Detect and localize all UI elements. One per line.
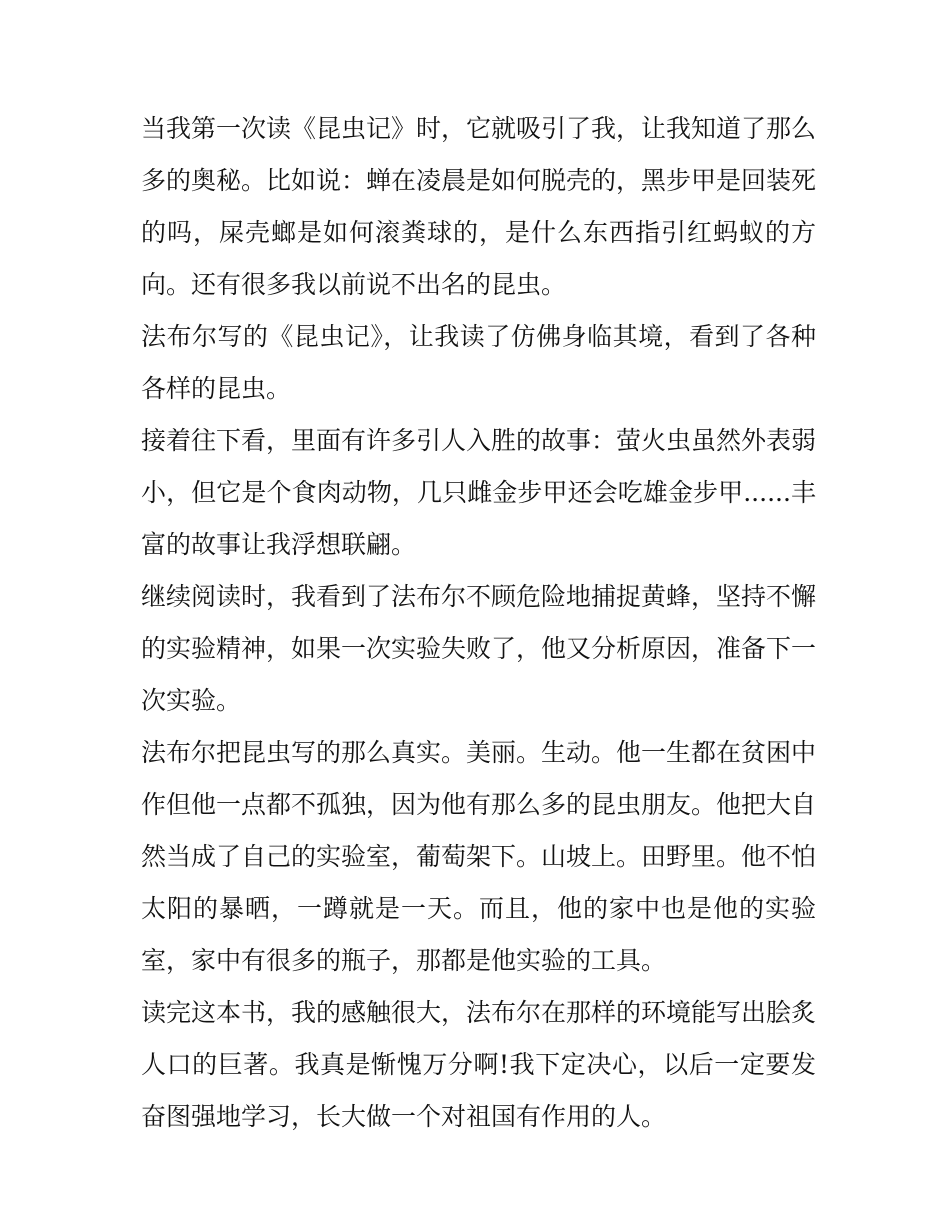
paragraph-5: 法布尔把昆虫写的那么真实。美丽。生动。他一生都在贫困中作但他一点都不孤独，因为他有那么多的昆虫朋友。他把大自然当成了自己的实验室，葡萄架下。山坡上。田野里。他不怕太阳的暴晒，一蹲就是一天。而且，他的家中也是他的实验室，家中有很多的瓶子，那都是他实验的工具。: [141, 738, 817, 975]
paragraph-6: 读完这本书，我的感触很大，法布尔在那样的环境能写出脍炙人口的巨著。我真是惭愧万分啊!我下定决心，以后一定要发奋图强地学习，长大做一个对祖国有作用的人。: [141, 998, 817, 1131]
paragraph-3: 接着往下看，里面有许多引人入胜的故事：萤火虫虽然外表弱小，但它是个食肉动物，几只雌金步甲还会吃雄金步甲......丰富的故事让我浮想联翩。: [141, 426, 817, 559]
paragraph-1: 当我第一次读《昆虫记》时，它就吸引了我，让我知道了那么多的奥秘。比如说：蝉在凌晨是如何脱壳的，黑步甲是回装死的吗，屎壳螂是如何滚粪球的，是什么东西指引红蚂蚁的方向。还有很多我以前说不出名的昆虫。: [141, 114, 817, 299]
paragraph-2: 法布尔写的《昆虫记》，让我读了仿佛身临其境，看到了各种各样的昆虫。: [141, 322, 816, 403]
paragraph-4: 继续阅读时，我看到了法布尔不顾危险地捕捉黄蜂，坚持不懈的实验精神，如果一次实验失败了，他又分析原因，准备下一次实验。: [141, 582, 817, 715]
document-body: [141, 103, 816, 1143]
